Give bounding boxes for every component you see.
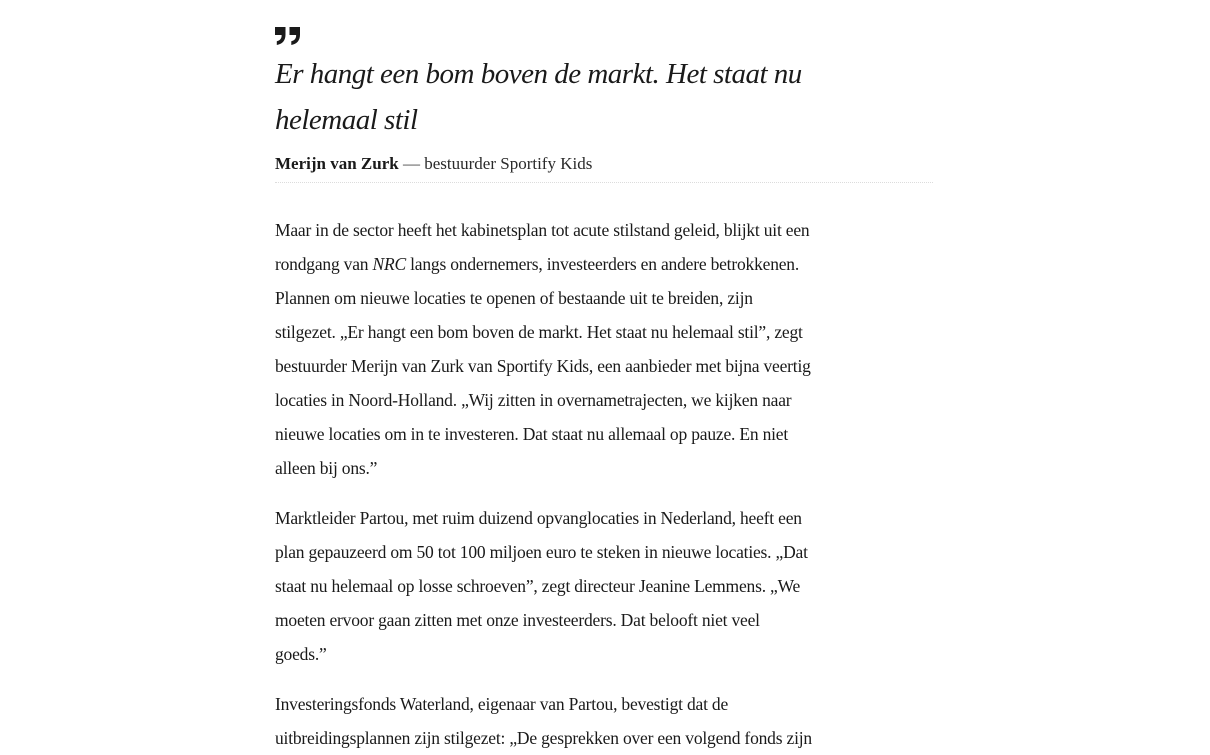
section-divider [275, 182, 933, 183]
body-text-line: stilgezet. „Er hangt een bom boven de markt. Het staat nu helemaal stil”, zegt [275, 322, 803, 342]
attribution-separator: — [402, 154, 420, 173]
body-text-line: locaties in Noord-Holland. „Wij zitten in overnametrajecten, we kijken naar [275, 390, 792, 410]
body-text-line: staat nu helemaal op losse schroeven”, zegt directeur Jeanine Lemmens. „We [275, 576, 801, 596]
body-text-line [275, 247, 933, 281]
publication-name: NRC [372, 254, 406, 274]
attribution-role: bestuurder Sportify Kids [424, 154, 593, 173]
body-text-line: Maar in de sector heeft het kabinetsplan tot acute stilstand geleid, blijkt uit een [275, 220, 810, 240]
body-text-segment: rondgang van [275, 254, 373, 274]
body-text-line: goeds.” [275, 644, 327, 664]
pullquote-heading [275, 51, 933, 143]
body-text-line: moeten ervoor gaan zitten met onze investeerders. Dat belooft niet veel [275, 610, 760, 630]
article-column [275, 0, 933, 755]
closing-quote-icon [275, 27, 301, 45]
pullquote-attribution [275, 153, 933, 175]
body-text-line: uitbreidingsplannen zijn stilgezet: „De gesprekken over een volgend fonds zijn [275, 728, 812, 748]
body-paragraph [275, 501, 933, 671]
body-text-line: Plannen om nieuwe locaties te openen of bestaande uit te breiden, zijn [275, 288, 753, 308]
body-text-line: Marktleider Partou, met ruim duizend opvanglocaties in Nederland, heeft een [275, 508, 802, 528]
pullquote-line: helemaal stil [275, 104, 418, 136]
body-paragraph [275, 687, 933, 755]
attribution-name: Merijn van Zurk [275, 154, 399, 173]
body-text-line: plan gepauzeerd om 50 tot 100 miljoen euro te steken in nieuwe locaties. „Dat [275, 542, 808, 562]
pullquote-line: Er hangt een bom boven de markt. Het staat nu [275, 58, 802, 90]
body-paragraph [275, 213, 933, 485]
body-text-segment: langs ondernemers, investeerders en andere betrokkenen. [405, 254, 800, 274]
body-text-line: Investeringsfonds Waterland, eigenaar van Partou, bevestigt dat de [275, 694, 729, 714]
body-text-line: nieuwe locaties om in te investeren. Dat staat nu allemaal op pauze. En niet [275, 424, 789, 444]
body-text-line: alleen bij ons.” [275, 458, 378, 478]
body-text-line: bestuurder Merijn van Zurk van Sportify Kids, een aanbieder met bijna veertig [275, 356, 811, 376]
